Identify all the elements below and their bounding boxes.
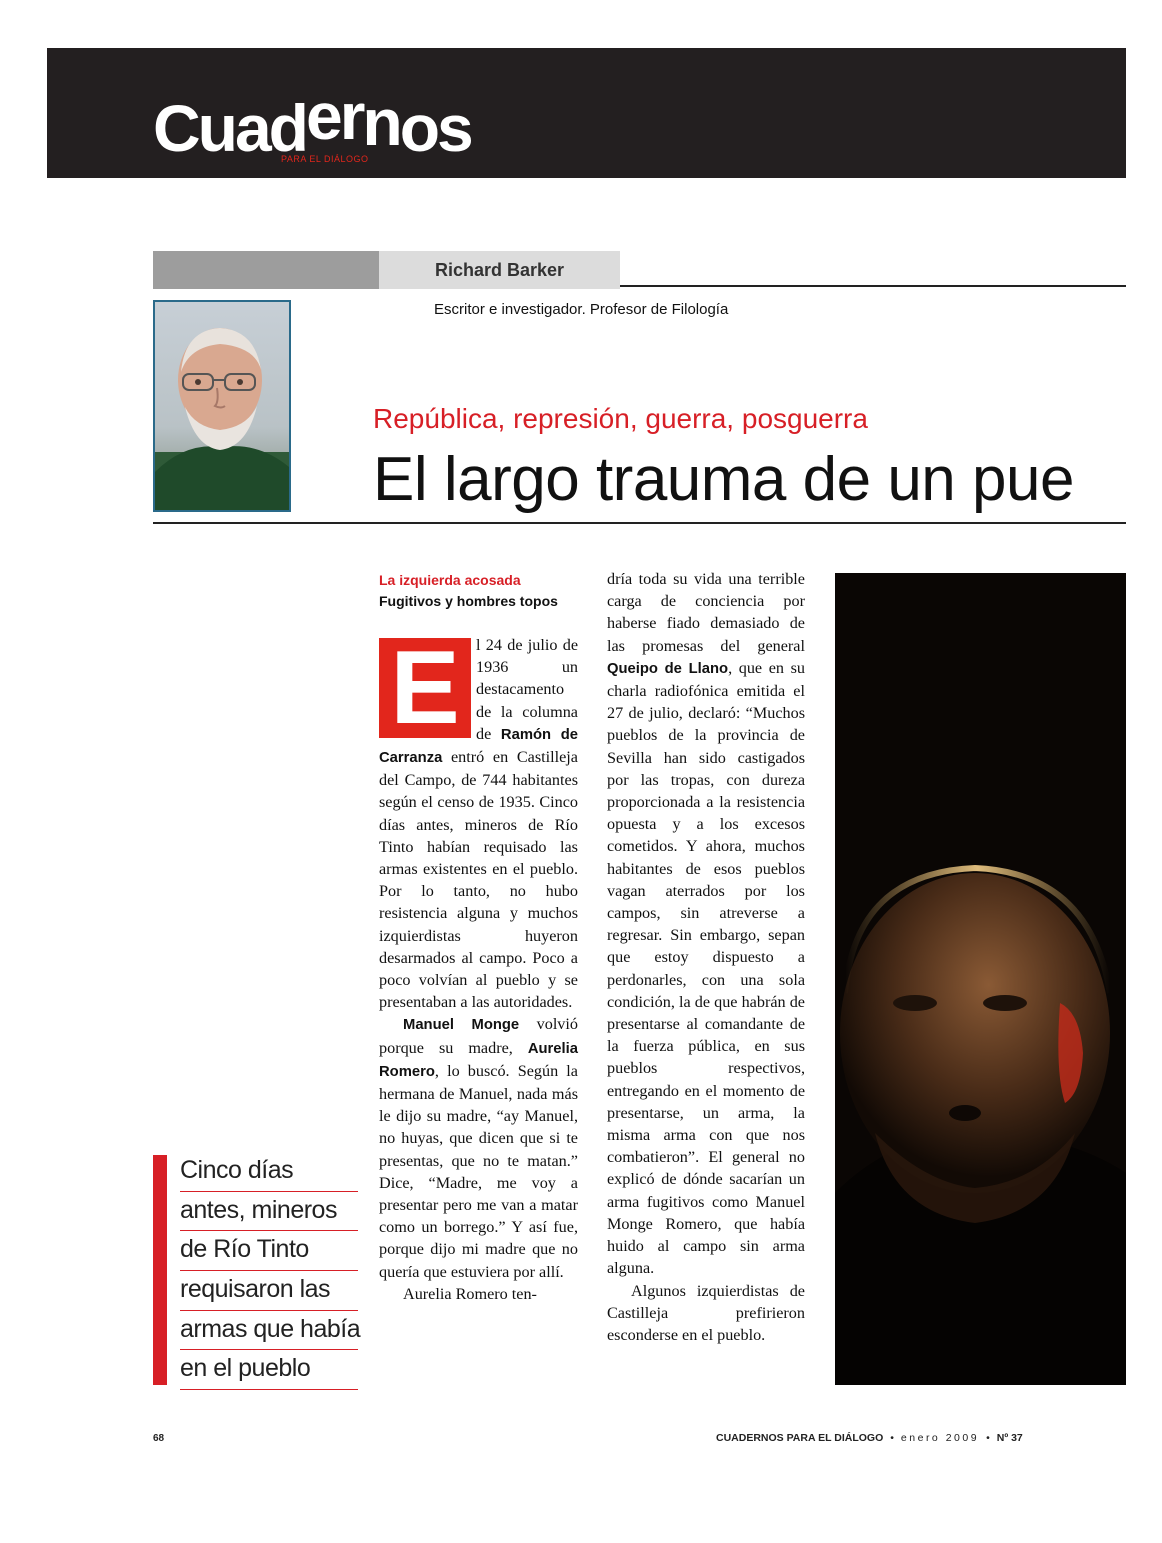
footer-date: enero 2009 [900,1432,980,1444]
section-label-subtitle: Fugitivos y hombres topos [379,593,558,609]
photo-image [835,573,1126,1385]
pullquote-line: Cinco días [180,1152,358,1192]
article-kicker: República, represión, guerra, posguerra [373,403,868,434]
paragraph: Manuel Monge volvió porque su madre, Aurelia Romero, lo buscó. Según la hermana de Manuel, nada más le dijo su madre, “ay Manuel, no huyas, que dicen que si te presentas, que no te matan.” Dice, “Madre, me voy a presentar pero me van a matar como un borrego.” Y así fue, porque dijo mi madre que no quería que estuviera por allí. [379,1015,578,1281]
paragraph: dría toda su vida una terrible carga de conciencia por haberse fiado demasiado de las promesas del general Queipo de Llano, que en su charla radiofónica emitida el 27 de julio, declaró: “Muchos pueblos de la provincia de Sevilla han sido castigados por las tropas, con dureza proporcionada a la resistencia opuesta y a los excesos cometidos. Y ahora, muchos habitantes de esos pueblos vagan aterrados por los campos, sin atreverse a regresar. Sin embargo, sepan que estoy dispuesto a perdonarles, con una sola condición, la de que habrán de presentarse al comandante de la fuerza pública, en sus pueblos respectivos, entregando en el momento de presentarse, un arma, la misma arma con que nos combatieron”. El general no explicó de dónde sacarían un arma fugitivos como Manuel Monge Romero, que había huido al campo sin arma alguna. [607,570,806,1278]
person-name: Queipo de Llano [607,660,729,677]
pullquote-line: antes, mineros [180,1192,358,1232]
author-bio: Escritor e investigador. Profesor de Filología [434,301,729,318]
footer-issue: Nº 37 [996,1432,1023,1444]
pullquote-line: armas que había [180,1311,358,1351]
author-bar-dark [153,251,379,289]
page-number: 68 [153,1433,165,1444]
section-label-title: La izquierda acosada [379,572,521,588]
paragraph: Aurelia Romero ten- [403,1284,537,1303]
article-column-1 [379,634,578,1305]
author-portrait [153,300,291,512]
pullquote [180,1152,361,1390]
author-rule [620,285,1126,287]
cuadernos-logo[interactable] [153,79,471,168]
article-photo [835,573,1126,1385]
paragraph: l 24 de julio de 1936 un destacamento de la columna de Ramón de Carranza entró en Castilleja del Campo, de 744 habitantes según el censo de 1935. Cinco días antes, mineros de Río Tinto habían requisado las armas existentes en el pueblo. Por lo tanto, no hubo resistencia alguna y muchos izquierdistas huyeron desarmados al campo. Poco a poco volvían al pueblo y se presentaban a las autoridades. [379,636,579,1012]
section-label [379,570,578,612]
footer-bullet: • [890,1432,894,1444]
article-column-2 [607,568,805,1346]
logo-wordmark: Cuadernos [153,79,471,165]
author-name: Richard Barker [434,260,565,280]
title-rule [153,522,1126,524]
portrait-image [155,302,289,510]
pullquote-line: requisaron las [180,1271,358,1311]
footer-publication: CUADERNOS PARA EL DIÁLOGO [716,1432,884,1444]
pullquote-bar [153,1155,167,1385]
logo-tagline: PARA EL DIÁLOGO [281,154,369,164]
footer-credit [716,1432,1023,1444]
drop-cap: E [379,638,471,738]
paragraph: Algunos izquierdistas de Castilleja prefirieron esconderse en el pueblo. [607,1281,805,1344]
pullquote-line: en el pueblo [180,1350,358,1390]
footer-bullet: • [986,1432,990,1444]
article-headline: El largo trauma de un pue [373,445,1074,514]
person-name: Aurelia Romero [379,1040,578,1080]
pullquote-line: de Río Tinto [180,1231,358,1271]
person-name: Ramón de Carranza [379,726,579,767]
person-name: Manuel Monge [403,1017,520,1034]
